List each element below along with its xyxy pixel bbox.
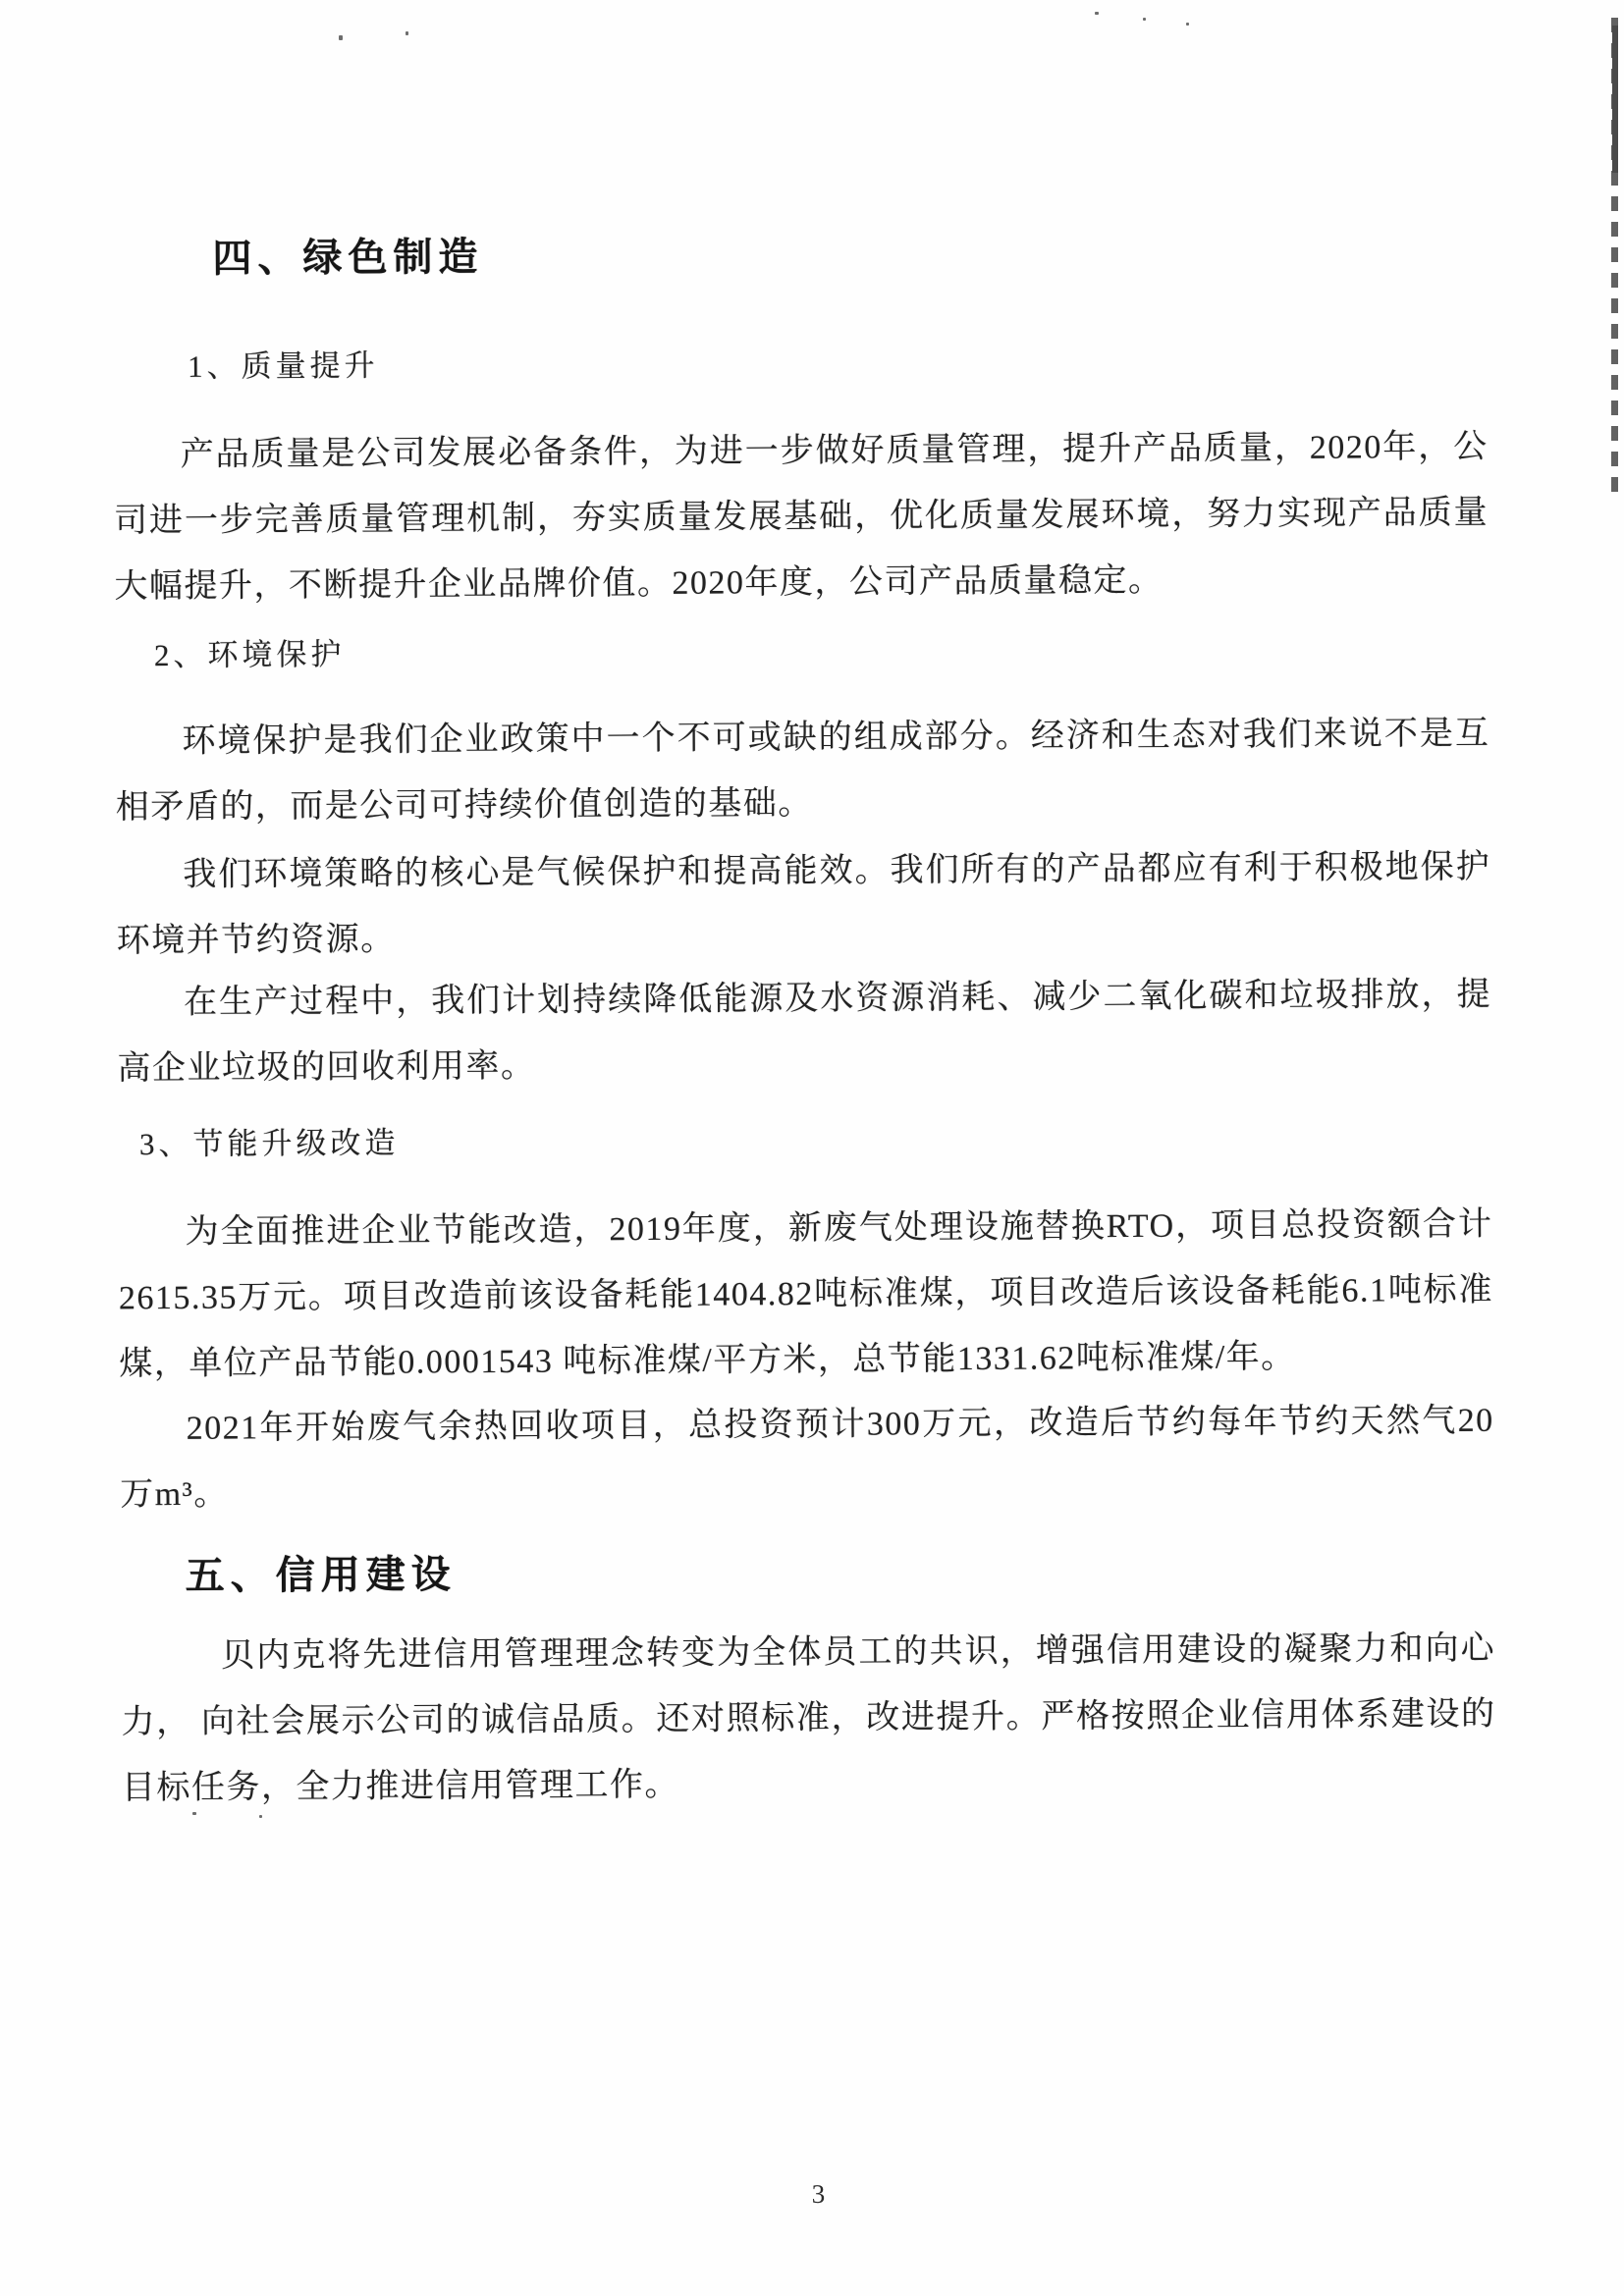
section-heading-credit-building: 五、信用建设: [185, 1552, 457, 1598]
scan-speck: [339, 35, 343, 40]
scan-speck: [1095, 12, 1099, 15]
page-number: 3: [811, 2178, 826, 2210]
paragraph-energy-1: 为全面推进企业节能改造，2019年度，新废气处理设施替换RTO，项目总投资额合计2615.35万元。项目改造前该设备耗能1404.82吨标准煤，项目改造后该设备耗能6.1吨标准煤，单位产品节能0.0001543 吨标准煤/平方米，总节能1331.62吨标准煤/年。: [118, 1205, 1494, 1383]
paragraph-energy-2: 2021年开始废气余热回收项目，总投资预计300万元，改造后节约每年节约天然气20万m³。: [120, 1402, 1494, 1514]
paragraph-quality: 产品质量是公司发展必备条件，为进一步做好质量管理，提升产品质量，2020年，公司进一步完善质量管理机制，夯实质量发展基础，优化质量发展环境，努力实现产品质量大幅提升，不断提升企业品牌价值。2020年度，公司产品质量稳定。: [113, 428, 1489, 606]
paragraph-environment-1: 环境保护是我们企业政策中一个不可或缺的组成部分。经济和生态对我们来说不是互相矛盾的，而是公司可持续价值创造的基础。: [115, 715, 1490, 827]
paragraph-environment-2: 我们环境策略的核心是气候保护和提高能效。我们所有的产品都应有利于积极地保护环境并节约资源。: [116, 848, 1491, 960]
scan-speck: [192, 1812, 196, 1815]
subsection-heading-environment-protection: 2、环境保护: [153, 636, 346, 673]
scan-speck: [1186, 23, 1189, 26]
scan-speck: [406, 31, 408, 35]
scan-speck: [259, 1815, 262, 1818]
section-heading-green-manufacturing: 四、绿色制造: [212, 235, 484, 281]
scan-speck: [1143, 18, 1146, 21]
scanner-edge-artifact-solid: [1612, 26, 1618, 173]
subsection-heading-energy-saving-upgrade: 3、节能升级改造: [138, 1125, 400, 1162]
paragraph-credit: 贝内克将先进信用管理理念转变为全体员工的共识，增强信用建设的凝聚力和向心力， 向社会展示公司的诚信品质。还对照标准，改进提升。严格按照企业信用体系建设的目标任务，全力推进信用管理工作。: [121, 1629, 1496, 1807]
paragraph-environment-3: 在生产过程中，我们计划持续降低能源及水资源消耗、减少二氧化碳和垃圾排放，提高企业垃圾的回收利用率。: [117, 976, 1492, 1088]
subsection-heading-quality-improvement: 1、质量提升: [188, 347, 379, 384]
